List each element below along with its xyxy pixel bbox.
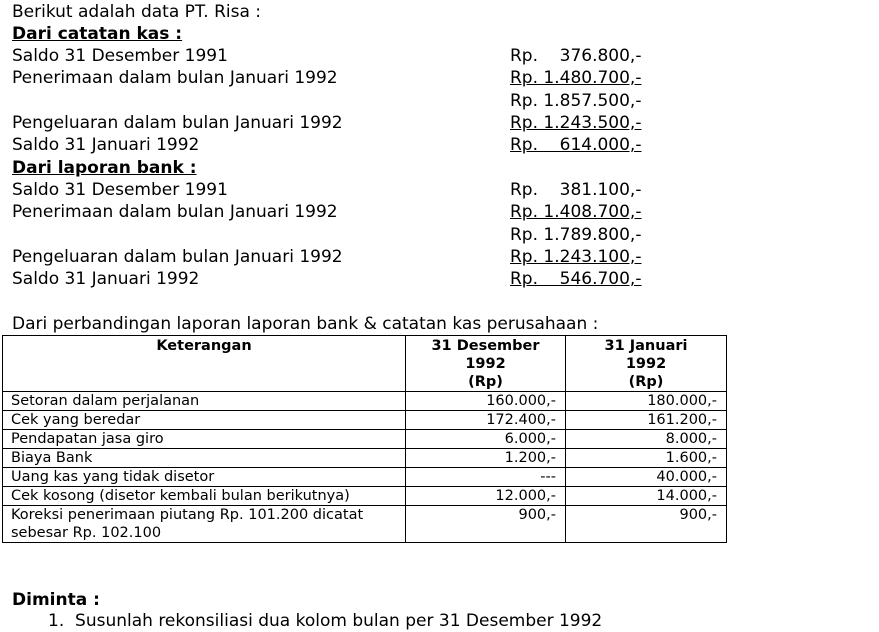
bank-label: Saldo 31 Januari 1992 — [12, 269, 200, 289]
kas-amount: Rp. 614.000,- — [510, 135, 642, 155]
table-row — [3, 430, 727, 449]
row-label: Setoran dalam perjalanan — [3, 392, 406, 411]
col-header-januari: 31 Januari 1992 (Rp) — [566, 336, 727, 392]
bank-amount: Rp. 381.100,- — [510, 180, 642, 200]
kas-amount: Rp. 1.243.500,- — [510, 113, 642, 133]
bank-label: Pengeluaran dalam bulan Januari 1992 — [12, 247, 343, 267]
bank-amount: Rp. 1.408.700,- — [510, 202, 642, 222]
row-value-januari: 900,- — [566, 506, 727, 543]
bank-header: Dari laporan bank : — [12, 158, 197, 178]
kas-label: Penerimaan dalam bulan Januari 1992 — [12, 68, 338, 88]
row-label: Cek yang beredar — [3, 411, 406, 430]
row-value-desember: 160.000,- — [406, 392, 566, 411]
row-label: Pendapatan jasa giro — [3, 430, 406, 449]
row-value-januari: 161.200,- — [566, 411, 727, 430]
comparison-intro: Dari perbandingan laporan laporan bank & catatan kas perusahaan : — [12, 314, 599, 334]
diminta-heading: Diminta : — [12, 590, 100, 610]
reconciliation-table — [2, 335, 727, 543]
row-label: Biaya Bank — [3, 449, 406, 468]
row-value-januari: 1.600,- — [566, 449, 727, 468]
col-header-desember: 31 Desember 1992 (Rp) — [406, 336, 566, 392]
bank-label: Saldo 31 Desember 1991 — [12, 180, 228, 200]
row-value-desember: 900,- — [406, 506, 566, 543]
row-value-desember: --- — [406, 468, 566, 487]
kas-amount: Rp. 1.857.500,- — [510, 91, 642, 111]
table-row — [3, 411, 727, 430]
task-item: 1. Susunlah rekonsiliasi dua kolom bulan per 31 Desember 1992 — [48, 611, 603, 631]
bank-amount: Rp. 1.789.800,- — [510, 225, 642, 245]
bank-label: Penerimaan dalam bulan Januari 1992 — [12, 202, 338, 222]
table-header-row — [3, 336, 727, 392]
table-row — [3, 449, 727, 468]
table-row — [3, 468, 727, 487]
table-row — [3, 487, 727, 506]
kas-label: Saldo 31 Desember 1991 — [12, 46, 228, 66]
kas-label: Saldo 31 Januari 1992 — [12, 135, 200, 155]
kas-amount: Rp. 1.480.700,- — [510, 68, 642, 88]
row-value-januari: 8.000,- — [566, 430, 727, 449]
row-value-januari: 180.000,- — [566, 392, 727, 411]
row-value-januari: 40.000,- — [566, 468, 727, 487]
kas-label: Pengeluaran dalam bulan Januari 1992 — [12, 113, 343, 133]
kas-header: Dari catatan kas : — [12, 24, 183, 44]
row-value-januari: 14.000,- — [566, 487, 727, 506]
bank-amount: Rp. 546.700,- — [510, 269, 642, 289]
row-label: Uang kas yang tidak disetor — [3, 468, 406, 487]
row-value-desember: 1.200,- — [406, 449, 566, 468]
table-row — [3, 506, 727, 543]
table-row — [3, 392, 727, 411]
row-value-desember: 172.400,- — [406, 411, 566, 430]
bank-amount: Rp. 1.243.100,- — [510, 247, 642, 267]
row-label: Cek kosong (disetor kembali bulan berikutnya) — [3, 487, 406, 506]
row-value-desember: 12.000,- — [406, 487, 566, 506]
row-value-desember: 6.000,- — [406, 430, 566, 449]
kas-amount: Rp. 376.800,- — [510, 46, 642, 66]
col-header-keterangan: Keterangan — [3, 336, 406, 392]
intro-text: Berikut adalah data PT. Risa : — [12, 2, 262, 22]
row-label: Koreksi penerimaan piutang Rp. 101.200 dicatat sebesar Rp. 102.100 — [3, 506, 406, 543]
